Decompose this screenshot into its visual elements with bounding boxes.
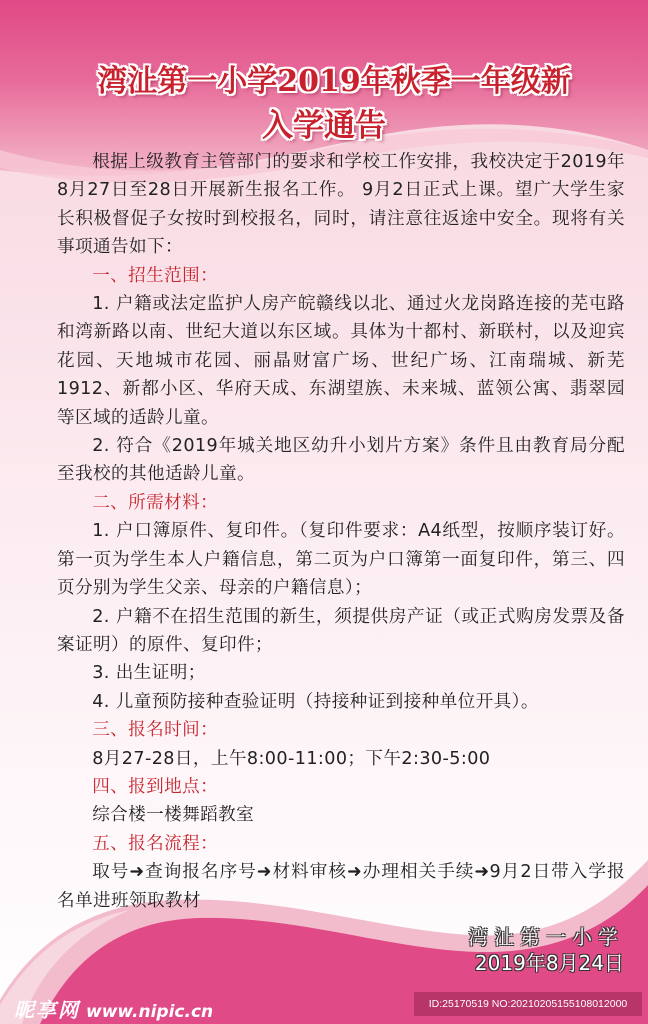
watermark-id-badge: ID:25170519 NO:20210205155108012000 <box>414 992 642 1016</box>
materials-item-2: 2. 户籍不在招生范围的新生，须提供房产证（或正式购房发票及备案证明）的原件、复印件； <box>57 606 625 655</box>
watermark-url: www.nipic.cn <box>86 1002 214 1022</box>
watermark-logo-cn: 昵享网 <box>14 998 80 1022</box>
section-heading-process: 五、报名流程： <box>92 833 219 854</box>
registration-time-text: 8月27-28日，上午8:00-11:00；下午2:30-5:00 <box>92 748 491 769</box>
process-text: 取号➜查询报名序号➜材料审核➜办理相关手续➜9月2日带入学报名单进班领取教材 <box>57 862 625 911</box>
notice-body <box>57 148 625 915</box>
signature-school: 湾沚第一小学 <box>468 925 624 949</box>
materials-item-4: 4. 儿童预防接种查验证明（持接种证到接种单位开具）。 <box>92 691 539 712</box>
section-heading-enrollment-scope: 一、招生范围： <box>92 265 219 286</box>
materials-item-1: 1. 户口簿原件、复印件。（复印件要求：A4纸型，按顺序装订好。第一页为学生本人户籍信息，第二页为户口簿第一面复印件，第三、四页分别为学生父亲、母亲的户籍信息）； <box>57 521 625 599</box>
section-heading-required-materials: 二、所需材料： <box>92 492 219 513</box>
materials-item-3: 3. 出生证明； <box>92 663 206 684</box>
notice-title-line2: 入学通告 <box>262 108 386 144</box>
signature-date: 2019年8月24日 <box>474 951 624 975</box>
intro-paragraph: 根据上级教育主管部门的要求和学校工作安排，我校决定于2019年8月27日至28日开展新生报名工作。 9月2日正式上课。望广大学生家长积极督促子女按时到校报名，同时，请注意往返途中安全。现将有关事项通告如下： <box>57 152 625 258</box>
watermark-logo <box>14 994 213 1023</box>
signature-block <box>468 924 624 976</box>
scope-item-1: 1. 户籍或法定监护人房产皖赣线以北、通过火龙岗路连接的芜屯路和湾新路以南、世纪大道以东区域。具体为十都村、新联村，以及迎宾花园、天地城市花园、丽晶财富广场、世纪广场、江南瑞城、新芜1912、新都小区、华府天成、东湖望族、未来城、蓝领公寓、翡翠园等区域的适龄儿童。 <box>57 294 625 428</box>
scope-item-2: 2. 符合《2019年城关地区幼升小划片方案》条件且由教育局分配至我校的其他适龄儿童。 <box>57 436 625 485</box>
section-heading-location: 四、报到地点： <box>92 776 219 797</box>
location-text: 综合楼一楼舞蹈教室 <box>92 805 255 826</box>
notice-title-line1: 湾沚第一小学2019年秋季一年级新 <box>97 64 571 99</box>
section-heading-registration-time: 三、报名时间： <box>92 720 219 741</box>
